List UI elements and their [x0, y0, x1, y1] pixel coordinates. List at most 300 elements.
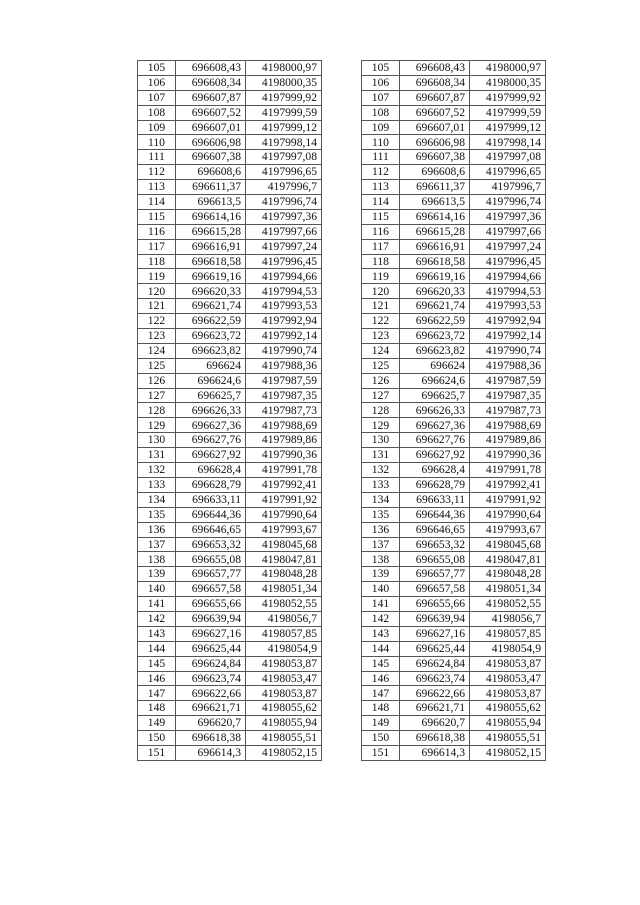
- x-coordinate-cell: 696619,16: [400, 269, 470, 284]
- point-number-cell: 148: [362, 701, 400, 716]
- x-coordinate-cell: 696644,36: [400, 507, 470, 522]
- table-row: [138, 150, 322, 165]
- y-coordinate-cell: 4197996,74: [246, 195, 322, 210]
- coordinates-table-left-body: [138, 61, 322, 761]
- point-number-cell: 122: [138, 314, 176, 329]
- point-number-cell: 149: [138, 716, 176, 731]
- point-number-cell: 135: [362, 507, 400, 522]
- point-number-cell: 121: [138, 299, 176, 314]
- y-coordinate-cell: 4198052,15: [470, 745, 546, 760]
- point-number-cell: 106: [362, 75, 400, 90]
- point-number-cell: 143: [138, 626, 176, 641]
- y-coordinate-cell: 4197987,73: [470, 403, 546, 418]
- y-coordinate-cell: 4198053,47: [470, 671, 546, 686]
- point-number-cell: 132: [362, 463, 400, 478]
- point-number-cell: 107: [362, 90, 400, 105]
- x-coordinate-cell: 696606,98: [176, 135, 246, 150]
- x-coordinate-cell: 696628,79: [176, 477, 246, 492]
- y-coordinate-cell: 4198056,7: [246, 611, 322, 626]
- x-coordinate-cell: 696639,94: [400, 611, 470, 626]
- x-coordinate-cell: 696619,16: [176, 269, 246, 284]
- table-row: [362, 61, 546, 76]
- y-coordinate-cell: 4198000,97: [246, 61, 322, 76]
- y-coordinate-cell: 4197987,35: [246, 388, 322, 403]
- x-coordinate-cell: 696657,77: [176, 567, 246, 582]
- point-number-cell: 114: [138, 195, 176, 210]
- table-row: [362, 597, 546, 612]
- x-coordinate-cell: 696608,34: [176, 75, 246, 90]
- point-number-cell: 123: [138, 329, 176, 344]
- x-coordinate-cell: 696622,66: [176, 686, 246, 701]
- point-number-cell: 120: [362, 284, 400, 299]
- x-coordinate-cell: 696607,38: [400, 150, 470, 165]
- x-coordinate-cell: 696620,33: [176, 284, 246, 299]
- y-coordinate-cell: 4197996,45: [246, 254, 322, 269]
- point-number-cell: 129: [138, 418, 176, 433]
- y-coordinate-cell: 4197994,66: [246, 269, 322, 284]
- y-coordinate-cell: 4197999,12: [246, 120, 322, 135]
- x-coordinate-cell: 696614,3: [176, 745, 246, 760]
- table-row: [362, 388, 546, 403]
- x-coordinate-cell: 696618,58: [176, 254, 246, 269]
- table-row: [138, 314, 322, 329]
- y-coordinate-cell: 4197996,65: [470, 165, 546, 180]
- y-coordinate-cell: 4197990,64: [470, 507, 546, 522]
- x-coordinate-cell: 696607,87: [176, 90, 246, 105]
- y-coordinate-cell: 4198000,35: [246, 75, 322, 90]
- y-coordinate-cell: 4198051,34: [246, 582, 322, 597]
- table-row: [362, 314, 546, 329]
- y-coordinate-cell: 4197988,69: [246, 418, 322, 433]
- table-row: [138, 180, 322, 195]
- y-coordinate-cell: 4197992,94: [246, 314, 322, 329]
- point-number-cell: 139: [362, 567, 400, 582]
- table-row: [138, 611, 322, 626]
- y-coordinate-cell: 4197992,41: [470, 477, 546, 492]
- point-number-cell: 137: [362, 537, 400, 552]
- table-row: [362, 269, 546, 284]
- x-coordinate-cell: 696633,11: [400, 492, 470, 507]
- x-coordinate-cell: 696627,36: [176, 418, 246, 433]
- point-number-cell: 108: [362, 105, 400, 120]
- table-row: [362, 492, 546, 507]
- table-row: [138, 477, 322, 492]
- y-coordinate-cell: 4198000,35: [470, 75, 546, 90]
- table-row: [138, 299, 322, 314]
- table-row: [138, 433, 322, 448]
- table-row: [362, 165, 546, 180]
- point-number-cell: 106: [138, 75, 176, 90]
- table-row: [362, 522, 546, 537]
- table-row: [362, 105, 546, 120]
- table-row: [362, 686, 546, 701]
- y-coordinate-cell: 4198057,85: [470, 626, 546, 641]
- x-coordinate-cell: 696626,33: [176, 403, 246, 418]
- table-row: [138, 224, 322, 239]
- table-row: [138, 388, 322, 403]
- y-coordinate-cell: 4198048,28: [470, 567, 546, 582]
- table-row: [362, 477, 546, 492]
- point-number-cell: 115: [138, 209, 176, 224]
- point-number-cell: 124: [362, 343, 400, 358]
- point-number-cell: 131: [362, 448, 400, 463]
- y-coordinate-cell: 4197990,74: [246, 343, 322, 358]
- table-row: [362, 433, 546, 448]
- table-row: [362, 209, 546, 224]
- y-coordinate-cell: 4197997,36: [470, 209, 546, 224]
- x-coordinate-cell: 696633,11: [176, 492, 246, 507]
- table-row: [138, 626, 322, 641]
- x-coordinate-cell: 696608,34: [400, 75, 470, 90]
- x-coordinate-cell: 696628,4: [176, 463, 246, 478]
- x-coordinate-cell: 696606,98: [400, 135, 470, 150]
- x-coordinate-cell: 696613,5: [176, 195, 246, 210]
- point-number-cell: 138: [138, 552, 176, 567]
- x-coordinate-cell: 696627,76: [176, 433, 246, 448]
- y-coordinate-cell: 4197992,41: [246, 477, 322, 492]
- x-coordinate-cell: 696646,65: [400, 522, 470, 537]
- x-coordinate-cell: 696655,08: [400, 552, 470, 567]
- y-coordinate-cell: 4198052,15: [246, 745, 322, 760]
- x-coordinate-cell: 696623,74: [400, 671, 470, 686]
- table-row: [138, 209, 322, 224]
- x-coordinate-cell: 696623,82: [400, 343, 470, 358]
- point-number-cell: 119: [362, 269, 400, 284]
- y-coordinate-cell: 4198000,97: [470, 61, 546, 76]
- y-coordinate-cell: 4197990,36: [246, 448, 322, 463]
- point-number-cell: 107: [138, 90, 176, 105]
- table-row: [362, 716, 546, 731]
- y-coordinate-cell: 4197999,59: [246, 105, 322, 120]
- x-coordinate-cell: 696624,84: [400, 656, 470, 671]
- x-coordinate-cell: 696620,7: [400, 716, 470, 731]
- y-coordinate-cell: 4198055,94: [246, 716, 322, 731]
- x-coordinate-cell: 696618,38: [400, 731, 470, 746]
- x-coordinate-cell: 696622,66: [400, 686, 470, 701]
- point-number-cell: 144: [362, 641, 400, 656]
- x-coordinate-cell: 696608,43: [176, 61, 246, 76]
- point-number-cell: 150: [138, 731, 176, 746]
- point-number-cell: 105: [362, 61, 400, 76]
- x-coordinate-cell: 696615,28: [400, 224, 470, 239]
- y-coordinate-cell: 4197999,59: [470, 105, 546, 120]
- x-coordinate-cell: 696607,01: [176, 120, 246, 135]
- x-coordinate-cell: 696608,6: [400, 165, 470, 180]
- x-coordinate-cell: 696621,74: [400, 299, 470, 314]
- x-coordinate-cell: 696623,72: [176, 329, 246, 344]
- point-number-cell: 114: [362, 195, 400, 210]
- table-row: [138, 105, 322, 120]
- table-row: [138, 284, 322, 299]
- y-coordinate-cell: 4197994,66: [470, 269, 546, 284]
- table-row: [138, 552, 322, 567]
- coordinates-table-right: [361, 60, 546, 761]
- y-coordinate-cell: 4197997,24: [470, 239, 546, 254]
- x-coordinate-cell: 696625,7: [400, 388, 470, 403]
- table-row: [362, 254, 546, 269]
- table-row: [362, 120, 546, 135]
- y-coordinate-cell: 4197997,36: [246, 209, 322, 224]
- x-coordinate-cell: 696644,36: [176, 507, 246, 522]
- point-number-cell: 134: [138, 492, 176, 507]
- point-number-cell: 147: [362, 686, 400, 701]
- point-number-cell: 127: [362, 388, 400, 403]
- y-coordinate-cell: 4197994,53: [470, 284, 546, 299]
- point-number-cell: 145: [362, 656, 400, 671]
- x-coordinate-cell: 696625,7: [176, 388, 246, 403]
- table-row: [362, 403, 546, 418]
- point-number-cell: 116: [362, 224, 400, 239]
- table-row: [362, 582, 546, 597]
- table-row: [138, 61, 322, 76]
- table-row: [362, 701, 546, 716]
- y-coordinate-cell: 4197988,69: [470, 418, 546, 433]
- x-coordinate-cell: 696618,58: [400, 254, 470, 269]
- point-number-cell: 111: [362, 150, 400, 165]
- y-coordinate-cell: 4197988,36: [470, 358, 546, 373]
- x-coordinate-cell: 696621,71: [400, 701, 470, 716]
- y-coordinate-cell: 4197997,08: [246, 150, 322, 165]
- y-coordinate-cell: 4197987,59: [470, 373, 546, 388]
- y-coordinate-cell: 4197990,36: [470, 448, 546, 463]
- table-row: [362, 656, 546, 671]
- table-row: [362, 463, 546, 478]
- table-row: [138, 567, 322, 582]
- table-row: [138, 731, 322, 746]
- point-number-cell: 117: [138, 239, 176, 254]
- x-coordinate-cell: 696655,08: [176, 552, 246, 567]
- y-coordinate-cell: 4197996,74: [470, 195, 546, 210]
- point-number-cell: 140: [362, 582, 400, 597]
- point-number-cell: 118: [138, 254, 176, 269]
- table-row: [138, 522, 322, 537]
- y-coordinate-cell: 4197997,08: [470, 150, 546, 165]
- point-number-cell: 142: [362, 611, 400, 626]
- y-coordinate-cell: 4198052,55: [470, 597, 546, 612]
- x-coordinate-cell: 696621,71: [176, 701, 246, 716]
- table-row: [138, 686, 322, 701]
- x-coordinate-cell: 696627,36: [400, 418, 470, 433]
- table-row: [362, 299, 546, 314]
- point-number-cell: 138: [362, 552, 400, 567]
- point-number-cell: 142: [138, 611, 176, 626]
- y-coordinate-cell: 4198045,68: [470, 537, 546, 552]
- table-row: [138, 403, 322, 418]
- y-coordinate-cell: 4197996,65: [246, 165, 322, 180]
- x-coordinate-cell: 696657,58: [176, 582, 246, 597]
- y-coordinate-cell: 4197997,66: [470, 224, 546, 239]
- y-coordinate-cell: 4197996,7: [470, 180, 546, 195]
- x-coordinate-cell: 696618,38: [176, 731, 246, 746]
- y-coordinate-cell: 4197996,45: [470, 254, 546, 269]
- y-coordinate-cell: 4197992,94: [470, 314, 546, 329]
- y-coordinate-cell: 4198057,85: [246, 626, 322, 641]
- table-row: [138, 716, 322, 731]
- x-coordinate-cell: 696623,82: [176, 343, 246, 358]
- x-coordinate-cell: 696616,91: [176, 239, 246, 254]
- table-row: [362, 745, 546, 760]
- table-row: [138, 195, 322, 210]
- y-coordinate-cell: 4197993,67: [246, 522, 322, 537]
- y-coordinate-cell: 4198048,28: [246, 567, 322, 582]
- point-number-cell: 148: [138, 701, 176, 716]
- x-coordinate-cell: 696607,01: [400, 120, 470, 135]
- point-number-cell: 141: [362, 597, 400, 612]
- table-row: [138, 329, 322, 344]
- x-coordinate-cell: 696614,16: [400, 209, 470, 224]
- point-number-cell: 141: [138, 597, 176, 612]
- point-number-cell: 137: [138, 537, 176, 552]
- table-row: [138, 582, 322, 597]
- y-coordinate-cell: 4197997,24: [246, 239, 322, 254]
- y-coordinate-cell: 4197999,92: [246, 90, 322, 105]
- x-coordinate-cell: 696627,16: [176, 626, 246, 641]
- table-row: [362, 567, 546, 582]
- table-row: [138, 641, 322, 656]
- point-number-cell: 128: [138, 403, 176, 418]
- y-coordinate-cell: 4198055,51: [470, 731, 546, 746]
- point-number-cell: 118: [362, 254, 400, 269]
- x-coordinate-cell: 696655,66: [400, 597, 470, 612]
- table-row: [362, 343, 546, 358]
- point-number-cell: 140: [138, 582, 176, 597]
- point-number-cell: 115: [362, 209, 400, 224]
- x-coordinate-cell: 696627,92: [176, 448, 246, 463]
- point-number-cell: 120: [138, 284, 176, 299]
- table-row: [362, 75, 546, 90]
- point-number-cell: 110: [362, 135, 400, 150]
- point-number-cell: 128: [362, 403, 400, 418]
- point-number-cell: 109: [138, 120, 176, 135]
- table-row: [138, 239, 322, 254]
- x-coordinate-cell: 696624: [400, 358, 470, 373]
- point-number-cell: 112: [138, 165, 176, 180]
- x-coordinate-cell: 696607,87: [400, 90, 470, 105]
- y-coordinate-cell: 4198055,62: [246, 701, 322, 716]
- y-coordinate-cell: 4198053,47: [246, 671, 322, 686]
- x-coordinate-cell: 696657,58: [400, 582, 470, 597]
- table-row: [362, 418, 546, 433]
- x-coordinate-cell: 696646,65: [176, 522, 246, 537]
- table-row: [138, 656, 322, 671]
- point-number-cell: 125: [362, 358, 400, 373]
- point-number-cell: 124: [138, 343, 176, 358]
- table-row: [362, 537, 546, 552]
- y-coordinate-cell: 4198053,87: [470, 656, 546, 671]
- y-coordinate-cell: 4198056,7: [470, 611, 546, 626]
- point-number-cell: 130: [138, 433, 176, 448]
- x-coordinate-cell: 696628,4: [400, 463, 470, 478]
- y-coordinate-cell: 4197993,53: [470, 299, 546, 314]
- x-coordinate-cell: 696623,72: [400, 329, 470, 344]
- point-number-cell: 133: [362, 477, 400, 492]
- y-coordinate-cell: 4198055,94: [470, 716, 546, 731]
- y-coordinate-cell: 4197992,14: [246, 329, 322, 344]
- x-coordinate-cell: 696628,79: [400, 477, 470, 492]
- point-number-cell: 147: [138, 686, 176, 701]
- point-number-cell: 116: [138, 224, 176, 239]
- table-row: [138, 507, 322, 522]
- x-coordinate-cell: 696614,16: [176, 209, 246, 224]
- table-row: [362, 552, 546, 567]
- point-number-cell: 126: [138, 373, 176, 388]
- point-number-cell: 134: [362, 492, 400, 507]
- y-coordinate-cell: 4197993,67: [470, 522, 546, 537]
- table-row: [138, 597, 322, 612]
- table-row: [138, 701, 322, 716]
- x-coordinate-cell: 696607,52: [176, 105, 246, 120]
- x-coordinate-cell: 696627,92: [400, 448, 470, 463]
- point-number-cell: 113: [138, 180, 176, 195]
- table-row: [362, 224, 546, 239]
- y-coordinate-cell: 4197992,14: [470, 329, 546, 344]
- x-coordinate-cell: 696620,33: [400, 284, 470, 299]
- y-coordinate-cell: 4197990,74: [470, 343, 546, 358]
- y-coordinate-cell: 4198054,9: [246, 641, 322, 656]
- point-number-cell: 145: [138, 656, 176, 671]
- point-number-cell: 123: [362, 329, 400, 344]
- x-coordinate-cell: 696608,6: [176, 165, 246, 180]
- y-coordinate-cell: 4197989,86: [470, 433, 546, 448]
- point-number-cell: 131: [138, 448, 176, 463]
- table-row: [362, 731, 546, 746]
- y-coordinate-cell: 4197991,92: [246, 492, 322, 507]
- table-row: [138, 745, 322, 760]
- x-coordinate-cell: 696653,32: [400, 537, 470, 552]
- y-coordinate-cell: 4198054,9: [470, 641, 546, 656]
- table-row: [362, 611, 546, 626]
- table-row: [362, 448, 546, 463]
- y-coordinate-cell: 4198051,34: [470, 582, 546, 597]
- point-number-cell: 121: [362, 299, 400, 314]
- x-coordinate-cell: 696621,74: [176, 299, 246, 314]
- y-coordinate-cell: 4197991,78: [246, 463, 322, 478]
- y-coordinate-cell: 4197998,14: [470, 135, 546, 150]
- point-number-cell: 119: [138, 269, 176, 284]
- y-coordinate-cell: 4198055,62: [470, 701, 546, 716]
- x-coordinate-cell: 696616,91: [400, 239, 470, 254]
- point-number-cell: 108: [138, 105, 176, 120]
- x-coordinate-cell: 696655,66: [176, 597, 246, 612]
- table-row: [138, 90, 322, 105]
- point-number-cell: 112: [362, 165, 400, 180]
- x-coordinate-cell: 696611,37: [176, 180, 246, 195]
- point-number-cell: 109: [362, 120, 400, 135]
- x-coordinate-cell: 696607,52: [400, 105, 470, 120]
- coordinates-table-left: [137, 60, 322, 761]
- point-number-cell: 139: [138, 567, 176, 582]
- y-coordinate-cell: 4197988,36: [246, 358, 322, 373]
- table-row: [362, 180, 546, 195]
- y-coordinate-cell: 4197996,7: [246, 180, 322, 195]
- y-coordinate-cell: 4197987,59: [246, 373, 322, 388]
- point-number-cell: 146: [138, 671, 176, 686]
- point-number-cell: 143: [362, 626, 400, 641]
- x-coordinate-cell: 696607,38: [176, 150, 246, 165]
- x-coordinate-cell: 696657,77: [400, 567, 470, 582]
- y-coordinate-cell: 4197987,73: [246, 403, 322, 418]
- y-coordinate-cell: 4197999,92: [470, 90, 546, 105]
- point-number-cell: 151: [138, 745, 176, 760]
- table-row: [138, 537, 322, 552]
- table-row: [362, 373, 546, 388]
- y-coordinate-cell: 4198053,87: [246, 686, 322, 701]
- table-row: [138, 120, 322, 135]
- table-row: [138, 671, 322, 686]
- table-row: [362, 195, 546, 210]
- x-coordinate-cell: 696614,3: [400, 745, 470, 760]
- point-number-cell: 132: [138, 463, 176, 478]
